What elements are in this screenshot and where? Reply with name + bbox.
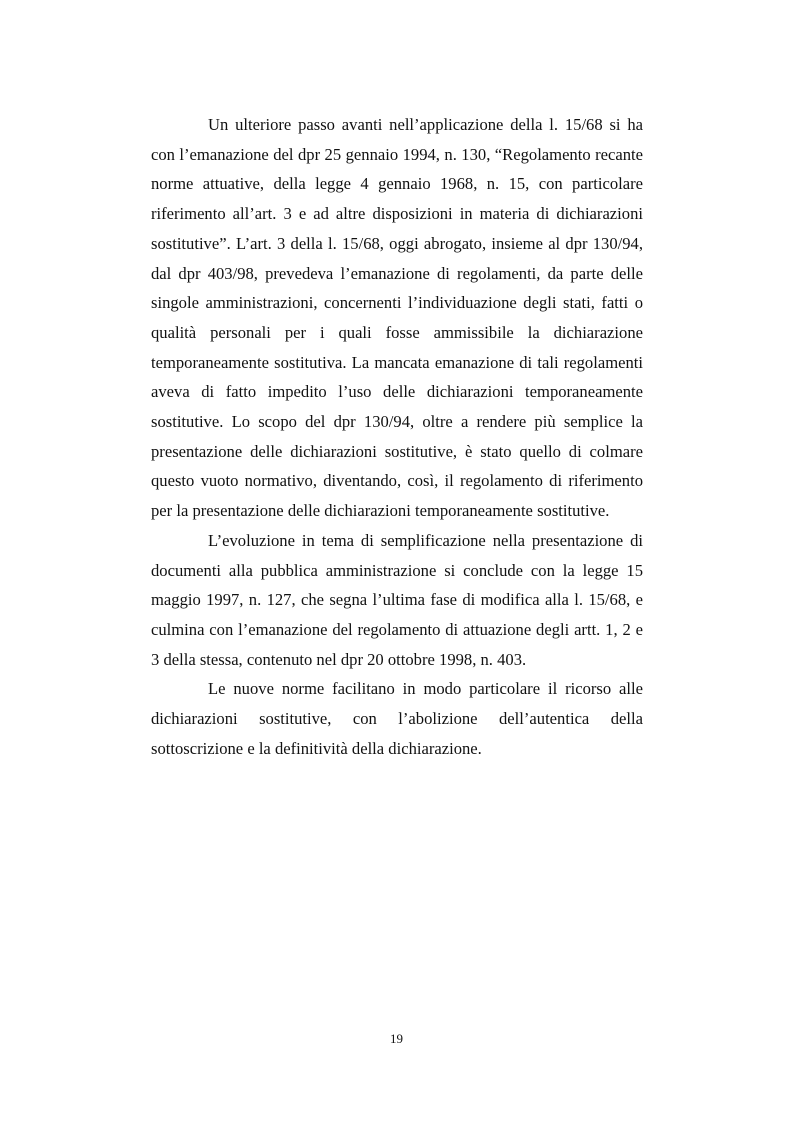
page-number: 19 [390, 1031, 403, 1046]
paragraph-3: Le nuove norme facilitano in modo particolare il ricorso alle dichiarazioni sostitutive, con l’abolizione dell’autentica della sottoscrizione e la definitività della dichiarazione. [151, 679, 643, 758]
body-text [151, 110, 643, 763]
paragraph-2: L’evoluzione in tema di semplificazione nella presentazione di documenti alla pubblica amministrazione si conclude con la legge 15 maggio 1997, n. 127, che segna l’ultima fase di modifica alla l. 15/68, e culmina con l’emanazione del regolamento di attuazione degli artt. 1, 2 e 3 della stessa, contenuto nel dpr 20 ottobre 1998, n. 403. [151, 530, 643, 669]
paragraph-1: Un ulteriore passo avanti nell’applicazione della l. 15/68 si ha con l’emanazione del dpr 25 gennaio 1994, n. 130, “Regolamento recante norme attuative, della legge 4 gennaio 1968, n. 15, con particolare riferimento all’art. 3 e ad altre disposizioni in materia di dichiarazioni sostitutive”. L’art. 3 della l. 15/68, oggi abrogato, insieme al dpr 130/94, dal dpr 403/98, prevedeva l’emanazione di regolamenti, da parte delle singole amministrazioni, concernenti l’individuazione degli stati, fatti o qualità personali per i quali fosse ammissibile la dichiarazione temporaneamente sostitutiva. La mancata emanazione di tali regolamenti aveva di fatto impedito l’uso delle dichiarazioni temporaneamente sostitutive. Lo scopo del dpr 130/94, oltre a rendere più semplice la presentazione delle dichiarazioni sostitutive, è stato quello di colmare questo vuoto normativo, diventando, così, il regolamento di riferimento per la presentazione delle dichiarazioni temporaneamente sostitutive. [151, 115, 643, 521]
